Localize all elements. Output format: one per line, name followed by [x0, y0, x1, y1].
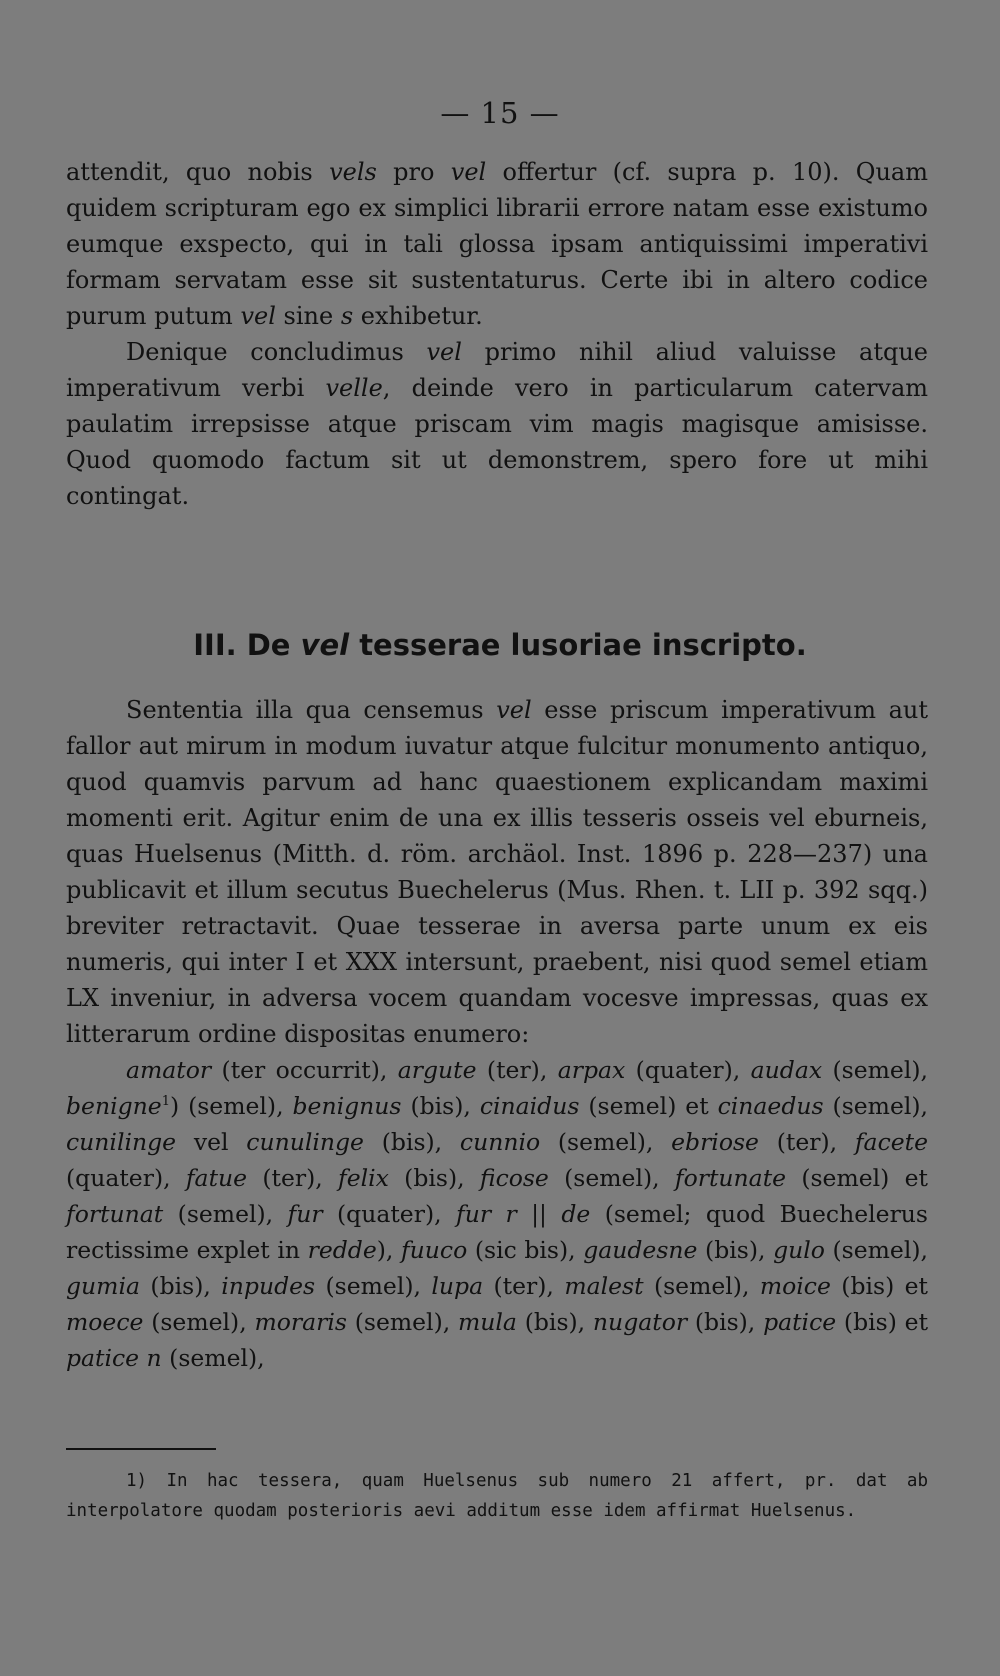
page-number: — 15 — [440, 96, 560, 130]
footnote-rule [66, 1448, 216, 1450]
paragraph-3: Sententia illa qua censemus vel esse priscum imperativum aut fallor aut mirum in modum iuvatur atque fulcitur monumento antiquo, quod quamvis parvum ad hanc quaestionem explicandam maximi momenti erit. Agitur enim de una ex illis tesseris osseis vel eburneis, quas Huelsenus (Mitth. d. röm. archäol. Inst. 1896 p. 228—237) una publicavit et illum secutus Buechelerus (Mus. Rhen. t. LII p. 392 sqq.) breviter retractavit. Quae tesserae in aversa parte unum ex eis numeris, qui inter I et XXX intersunt, praebent, nisi quod semel etiam LX inveniur, in adversa vocem quandam vocesve impressas, quas ex litterarum ordine dispositas enumero: [66, 696, 928, 1048]
footnote [66, 1466, 928, 1526]
paragraph-1: attendit, quo nobis vels pro vel offertur (cf. supra p. 10). Quam quidem scripturam ego ex simplici librarii errore natam esse existumo eumque exspecto, qui in tali glossa ipsam antiquissimi imperativi formam servatam esse sit sustentaturus. Certe ibi in altero codice purum putum vel sine s exhibetur. [66, 158, 929, 330]
paragraph-4: amator (ter occurrit), argute (ter), arpax (quater), audax (semel), benigne$^1$) (semel), benignus (bis), cinaidus (semel) et cinaedus (semel), cunilinge vel cunulinge (bis), cunnio (semel), ebriose (ter), facete (quater), fatue (ter), felix (bis), ficose (semel), fortunate (semel) et fortunat (semel), fur (quater), fur r || de (semel; quod Buechelerus rectissime explet in redde), fuuco (sic bis), gaudesne (bis), gulo (semel), gumia (bis), inpudes (semel), lupa (ter), malest (semel), moice (bis) et moece (semel), moraris (semel), mula (bis), nugator (bis), patice (bis) et patice n (semel), [66, 1056, 929, 1372]
paragraph-2: Denique concludimus vel primo nihil aliud valuisse atque imperativum verbi velle, deinde vero in particularum catervam paulatim irrepsisse atque priscam vim magis magisque amisisse. Quod quomodo factum sit ut demonstrem, spero fore ut mihi contingat. [66, 338, 929, 510]
text-block-top [66, 154, 928, 514]
footnote-text: 1) In hac tessera, quam Huelsenus sub numero 21 affert, pr. dat ab interpolatore quodam posterioris aevi additum esse idem affirmat Huelsenus. [66, 1471, 928, 1521]
section-heading: III. De vel tesserae lusoriae inscripto. [193, 628, 807, 662]
text-block-bottom [66, 692, 928, 1376]
